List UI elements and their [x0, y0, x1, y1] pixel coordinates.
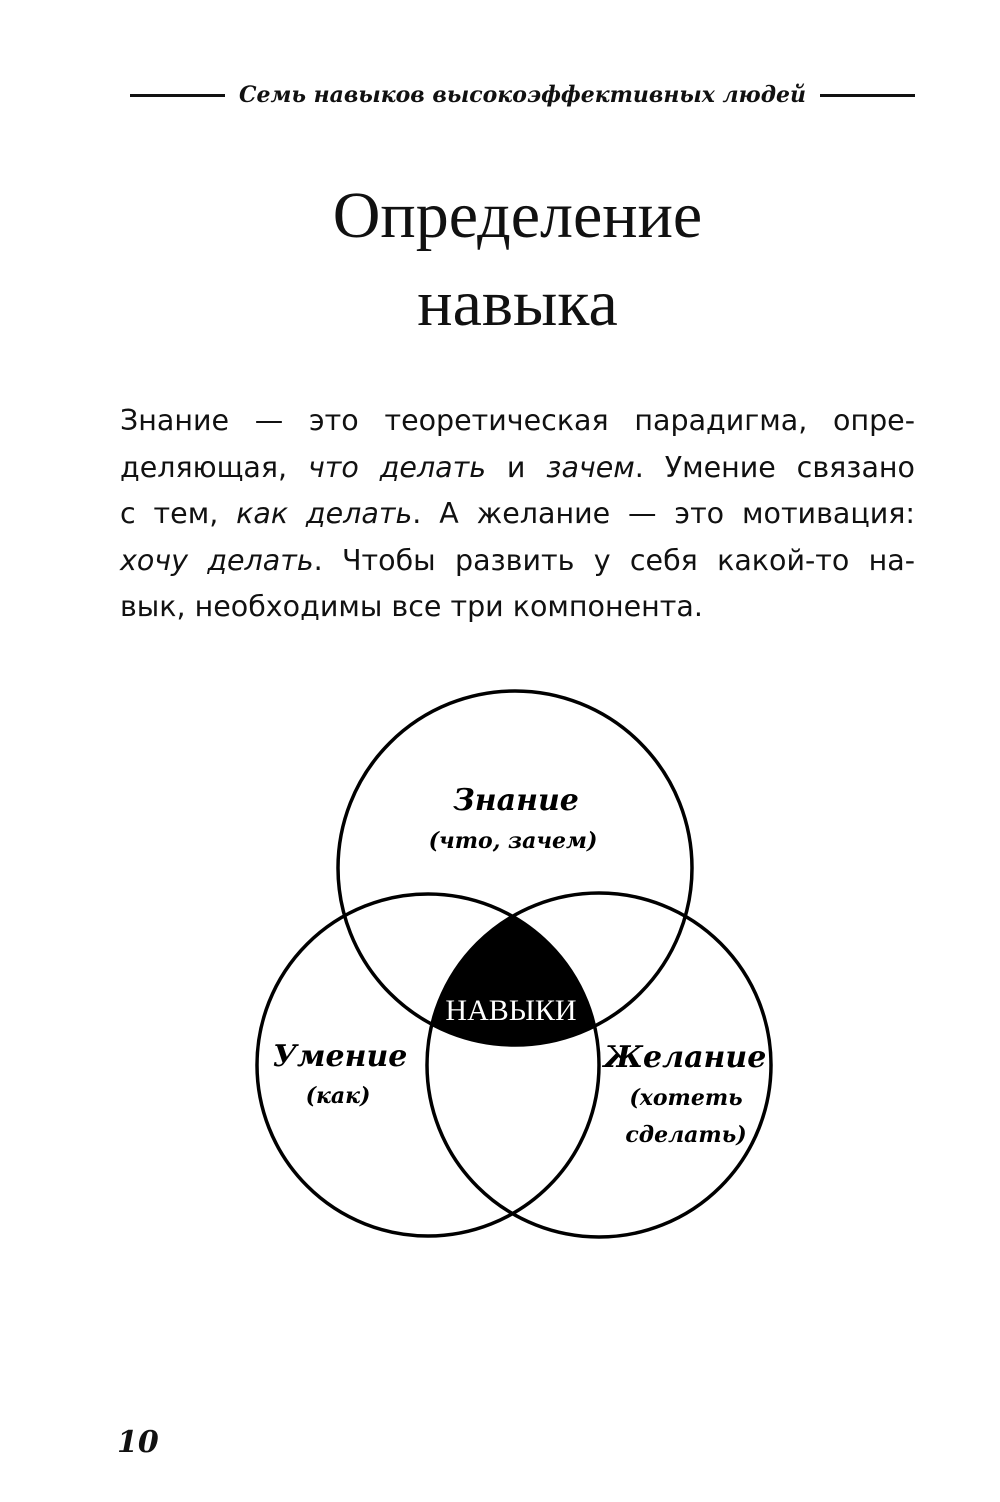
text-run: вык, необходимы все три компонента. [120, 590, 703, 623]
knowledge-sub: (что, зачем) [428, 828, 598, 854]
title-line-2: навыка [417, 267, 618, 340]
desire-sub-1: (хотеть [629, 1085, 743, 1111]
desire-label: Желание [603, 1040, 767, 1075]
text-run: деляющая, [120, 450, 308, 484]
emphasis-text: как делать [236, 497, 413, 530]
skill-label: Умение [272, 1039, 408, 1074]
center-label: НАВЫКИ [445, 994, 577, 1027]
emphasis-text: что делать [307, 450, 487, 484]
knowledge-label: Знание [453, 783, 579, 818]
running-head-text: Семь навыков высокоэффективных людей [239, 82, 806, 108]
text-run: и [486, 450, 547, 484]
text-run: . Чтобы развить у себя какой-то на- [313, 543, 915, 577]
desire-sub-2: сделать) [625, 1122, 747, 1148]
emphasis-text: зачем [546, 450, 635, 484]
emphasis-text: хочу делать [120, 543, 314, 577]
title-line-1: Определение [332, 179, 703, 252]
text-run: . А желание — это мотивация: [412, 497, 915, 530]
text-run: Знание — это теоретическая парадигма, опре- [120, 404, 915, 437]
page-number: 10 [117, 1425, 159, 1460]
skill-sub: (как) [305, 1083, 371, 1109]
text-run: с тем, [120, 497, 237, 530]
text-run: . Умение связано [634, 450, 915, 484]
